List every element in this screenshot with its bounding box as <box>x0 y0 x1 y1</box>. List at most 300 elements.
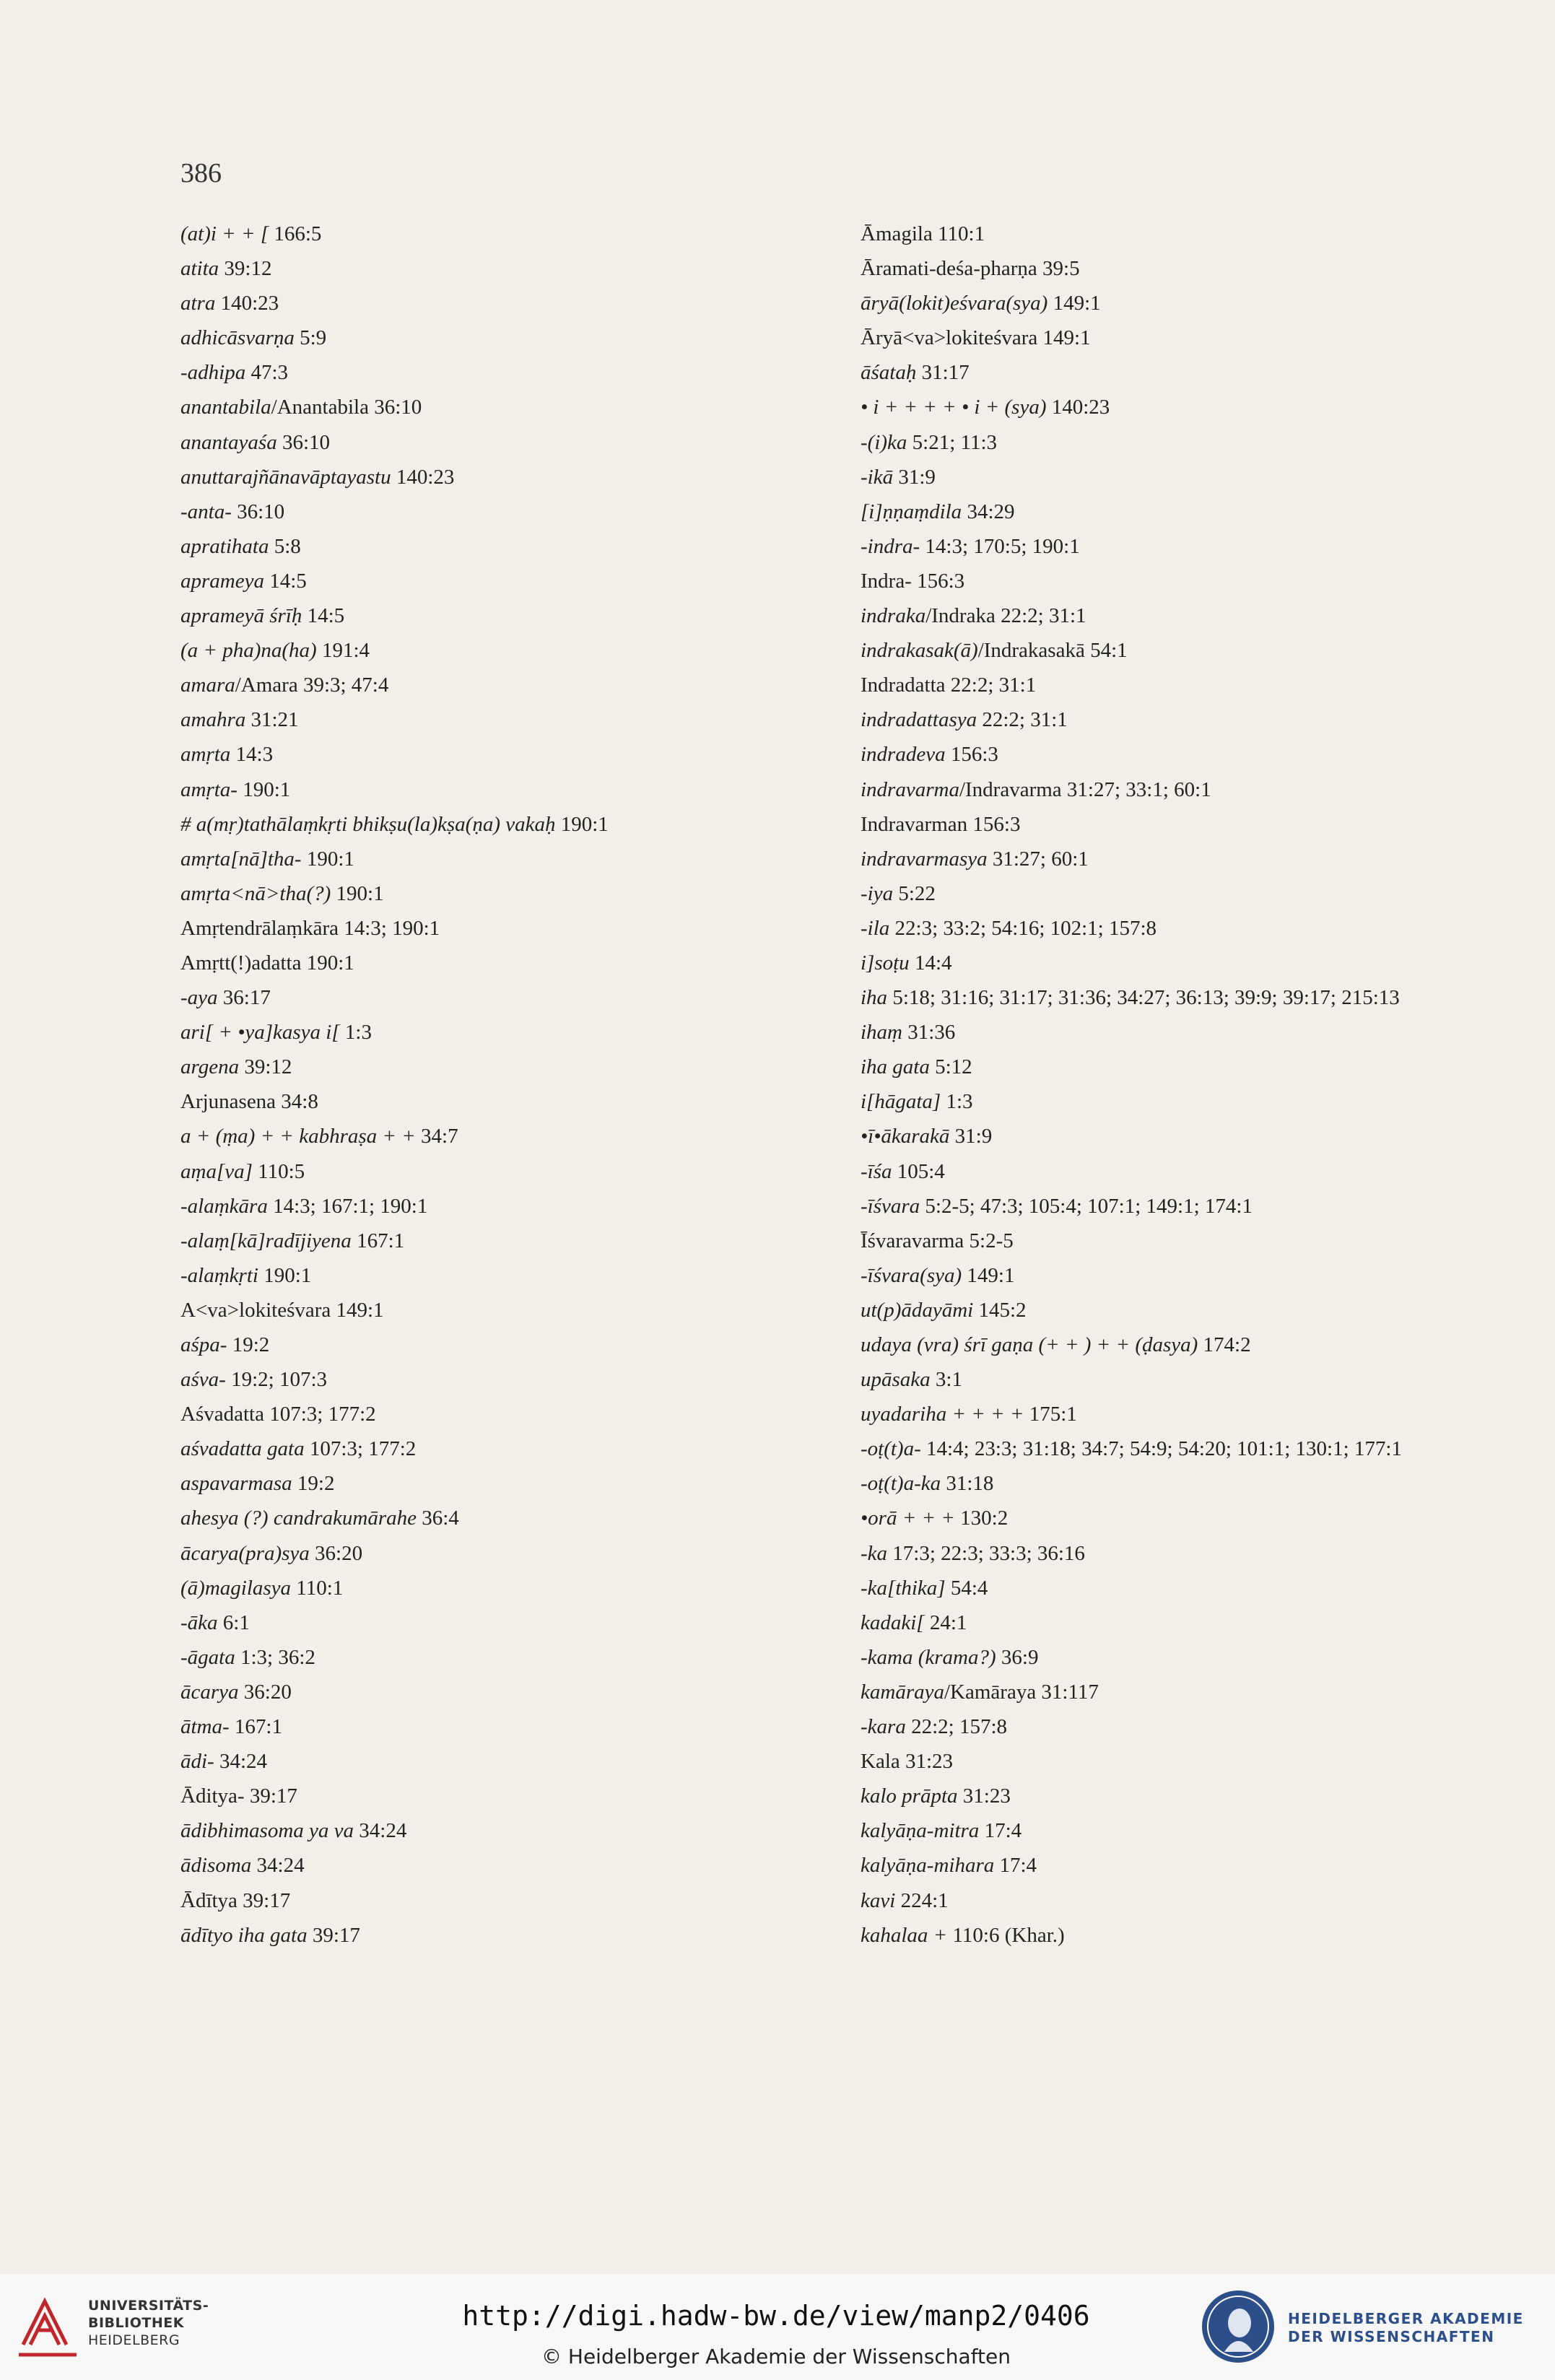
index-reference: 36:20 <box>309 1541 363 1565</box>
index-reference: 19:2 <box>292 1472 335 1496</box>
index-entry <box>861 633 1510 668</box>
index-term: anuttarajñānavāptayastu <box>180 465 391 489</box>
index-entry <box>861 980 1510 1015</box>
index-term: kalyāṇa-mitra <box>861 1819 980 1843</box>
index-entry <box>180 1709 830 1744</box>
index-entry <box>180 668 830 702</box>
index-entry <box>861 1848 1510 1883</box>
index-entry <box>861 1605 1510 1640</box>
index-entry <box>861 668 1510 702</box>
index-entry <box>180 1431 830 1466</box>
index-reference: 140:23 <box>391 465 455 489</box>
index-entry <box>861 1189 1510 1224</box>
index-term: amara <box>180 674 235 697</box>
index-term: udaya (vra) śrī gaṇa (+ + ) + + (ḍasya) <box>861 1333 1198 1356</box>
index-entry <box>861 390 1510 424</box>
index-entry <box>861 702 1510 737</box>
index-reference: 5:18; 31:16; 31:17; 31:36; 34:27; 36:13; 39:9; 39:17; 215:13 <box>887 986 1400 1010</box>
index-term: ātma- <box>180 1715 230 1739</box>
index-entry <box>861 564 1510 598</box>
index-reference: 22:2; 31:1 <box>977 708 1068 732</box>
index-term: -ka <box>861 1541 888 1565</box>
index-term: amṛta <box>180 743 231 767</box>
academy-name <box>1288 2310 1524 2346</box>
academy-seal-icon <box>1200 2288 1276 2365</box>
index-term: ādītyo iha gata <box>180 1923 308 1947</box>
index-term: -alaṃkāra <box>180 1194 268 1218</box>
index-entry <box>180 1779 830 1813</box>
index-term: aprameya <box>180 569 264 593</box>
index-term: kahalaa + <box>861 1923 948 1947</box>
index-entry <box>180 1328 830 1362</box>
index-term: aṃa[va] <box>180 1159 253 1183</box>
index-reference: 145:2 <box>973 1298 1027 1322</box>
index-reference: 167:1 <box>229 1715 282 1739</box>
index-entry <box>861 876 1510 911</box>
index-reference: 167:1 <box>351 1229 405 1252</box>
index-entry <box>861 911 1510 946</box>
index-entry <box>180 1397 830 1431</box>
index-entry <box>180 1015 830 1050</box>
index-term: aśvadatta gata <box>180 1437 305 1461</box>
index-term: āryā(lokit)eśvara(sya) <box>861 292 1048 315</box>
index-reference: 166:5 <box>269 222 322 245</box>
index-reference: /Anantabila 36:10 <box>271 396 422 419</box>
index-term: adhicāsvarṇa <box>180 326 295 350</box>
index-reference: 17:3; 22:3; 33:3; 36:16 <box>887 1541 1085 1565</box>
index-reference: 190:1 <box>331 881 384 905</box>
index-term: -ila <box>861 916 890 940</box>
index-reference: 191:4 <box>316 639 370 663</box>
index-reference: 22:2; 157:8 <box>905 1715 1007 1739</box>
index-entry <box>861 842 1510 876</box>
index-term: argena <box>180 1055 240 1079</box>
index-reference: 54:4 <box>945 1576 988 1600</box>
index-reference: Indradatta 22:2; 31:1 <box>861 674 1037 697</box>
index-column-right <box>861 217 1510 1953</box>
index-term: ut(p)ādayāmi <box>861 1298 974 1322</box>
index-reference: 5:12 <box>929 1055 972 1079</box>
index-term: indraka <box>861 604 926 628</box>
index-reference: 5:21; 11:3 <box>907 430 998 454</box>
index-reference: 14:4 <box>909 951 952 975</box>
index-term: -oṭ(t)a-ka <box>861 1472 941 1496</box>
index-reference: 24:1 <box>924 1610 967 1634</box>
index-term: a + (ṃa) + + kabhraṣa + + <box>180 1125 416 1148</box>
index-term: -adhipa <box>180 361 246 385</box>
index-term: -indra- <box>861 534 920 558</box>
index-reference: /Amara 39:3; 47:4 <box>235 674 389 697</box>
index-term: kalo prāpta <box>861 1784 958 1808</box>
index-reference: 5:22 <box>893 881 936 905</box>
index-term: • i + + + + • i + (sya) <box>861 396 1047 419</box>
index-reference: 47:3 <box>245 361 289 385</box>
index-entry <box>180 598 830 633</box>
index-entry <box>861 425 1510 460</box>
index-term: -īśvara(sya) <box>861 1263 962 1287</box>
index-reference: 34:24 <box>214 1750 268 1774</box>
index-reference: 6:1 <box>217 1610 250 1634</box>
index-entry <box>180 390 830 424</box>
index-reference: 140:23 <box>215 292 279 315</box>
index-reference: 5:2-5; 47:3; 105:4; 107:1; 149:1; 174:1 <box>920 1194 1253 1218</box>
index-reference: 110:1 <box>291 1576 344 1600</box>
index-term: ihaṃ <box>861 1021 902 1045</box>
index-term: aśpa- <box>180 1333 227 1356</box>
index-reference: 39:12 <box>239 1055 292 1079</box>
index-entry <box>180 1224 830 1258</box>
index-entry <box>180 633 830 668</box>
index-term: i[hāgata] <box>861 1090 941 1114</box>
index-entry <box>861 737 1510 772</box>
index-entry <box>861 946 1510 980</box>
index-entry <box>180 1675 830 1709</box>
index-entry <box>180 1466 830 1501</box>
index-term: -alaṃ[kā]radījiyena <box>180 1229 352 1252</box>
index-entry <box>861 321 1510 355</box>
index-reference: Amṛtendrālaṃkāra 14:3; 190:1 <box>180 916 440 940</box>
index-term: amṛta<nā>tha(?) <box>180 881 331 905</box>
index-term: -iya <box>861 881 894 905</box>
index-reference: Ādītya 39:17 <box>180 1888 291 1912</box>
index-reference: 110:5 <box>252 1159 305 1183</box>
index-reference: 14:3; 167:1; 190:1 <box>267 1194 428 1218</box>
index-entry <box>180 1050 830 1084</box>
index-term: (ā)magilasya <box>180 1576 292 1600</box>
index-reference: 36:10 <box>276 430 331 454</box>
index-term: -āgata <box>180 1645 235 1669</box>
index-term: ādibhimasoma ya va <box>180 1819 354 1843</box>
index-term: indradeva <box>861 743 946 767</box>
index-entry <box>861 1397 1510 1431</box>
index-reference: 31:21 <box>245 708 299 732</box>
index-reference: 149:1 <box>962 1263 1015 1287</box>
index-reference: Īśvaravarma 5:2-5 <box>861 1229 1014 1252</box>
index-term: indravarma <box>861 777 959 801</box>
index-term: ācarya <box>180 1680 239 1704</box>
index-entry <box>180 1293 830 1328</box>
index-column-left <box>180 217 830 1953</box>
index-reference: 1:3 <box>339 1021 372 1045</box>
index-entry <box>180 1640 830 1675</box>
index-term: -āka <box>180 1610 218 1634</box>
index-reference: 19:2; 107:3 <box>225 1368 327 1392</box>
index-reference: 14:3; 170:5; 190:1 <box>920 534 1080 558</box>
index-term: -kama (krama?) <box>861 1645 996 1669</box>
index-term: ari[ + •ya]kasya i[ <box>180 1021 340 1045</box>
index-reference: 39:17 <box>307 1923 360 1947</box>
index-term: -anta- <box>180 500 232 523</box>
index-term: uyadariha + + + + <box>861 1403 1024 1426</box>
index-entry <box>180 842 830 876</box>
index-reference: 36:9 <box>996 1645 1039 1669</box>
index-entry <box>861 1293 1510 1328</box>
index-reference: 107:3; 177:2 <box>304 1437 417 1461</box>
index-entry <box>861 1571 1510 1605</box>
index-reference: 36:10 <box>231 500 285 523</box>
index-reference: 14:5 <box>263 569 307 593</box>
index-reference: /Indravarma 31:27; 33:1; 60:1 <box>959 777 1211 801</box>
index-term: -alaṃkṛti <box>180 1263 258 1287</box>
index-reference: 1:3 <box>941 1090 973 1114</box>
index-reference: 175:1 <box>1024 1403 1077 1426</box>
index-entry <box>180 1189 830 1224</box>
source-url-link[interactable]: http://digi.hadw-bw.de/view/manp2/0406 <box>462 2300 1090 2332</box>
index-reference: 22:3; 33:2; 54:16; 102:1; 157:8 <box>889 916 1157 940</box>
index-reference: 174:2 <box>1198 1333 1251 1356</box>
index-term: kamāraya <box>861 1680 944 1704</box>
index-entry <box>180 494 830 529</box>
index-entry <box>861 251 1510 286</box>
index-term: -īśa <box>861 1159 892 1183</box>
index-term: atra <box>180 292 216 315</box>
index-entry <box>861 1640 1510 1675</box>
index-reference: 31:36 <box>902 1021 956 1045</box>
index-reference: 190:1 <box>237 777 291 801</box>
index-entry <box>180 876 830 911</box>
index-entry <box>180 1848 830 1883</box>
index-entry <box>180 355 830 390</box>
ub-line-3: HEIDELBERG <box>88 2332 180 2348</box>
index-reference: 36:20 <box>238 1680 292 1704</box>
index-reference: 14:5 <box>302 604 345 628</box>
index-reference: 1:3; 36:2 <box>235 1645 315 1669</box>
index-entry <box>861 1431 1510 1466</box>
academy-line-1: HEIDELBERGER AKADEMIE <box>1288 2310 1524 2327</box>
ub-line-2: BIBLIOTHEK <box>88 2315 184 2331</box>
index-entry <box>180 1813 830 1848</box>
index-reference: 34:24 <box>354 1819 407 1843</box>
index-entry <box>861 1154 1510 1189</box>
index-reference: 224:1 <box>895 1888 949 1912</box>
index-entry <box>180 911 830 946</box>
index-entry <box>861 598 1510 633</box>
index-term: [i]ṇṇaṃdila <box>861 500 962 523</box>
index-entry <box>861 1258 1510 1293</box>
index-term: anantabila <box>180 396 271 419</box>
index-entry <box>180 321 830 355</box>
index-reference: 17:4 <box>979 1819 1022 1843</box>
index-reference: 140:23 <box>1046 396 1110 419</box>
index-term: amṛta- <box>180 777 238 801</box>
index-term: aprameyā śrīḥ <box>180 604 302 628</box>
index-reference: 156:3 <box>945 743 998 767</box>
index-entry <box>861 1015 1510 1050</box>
index-reference: A<va>lokiteśvara 149:1 <box>180 1298 384 1322</box>
index-reference: 36:17 <box>217 986 271 1010</box>
index-reference: 14:3 <box>230 743 274 767</box>
index-reference: 34:24 <box>251 1854 305 1878</box>
index-reference: /Indraka 22:2; 31:1 <box>925 604 1086 628</box>
index-entry <box>861 807 1510 842</box>
index-reference: 190:1 <box>258 1263 312 1287</box>
index-entry <box>180 1918 830 1953</box>
index-entry <box>180 737 830 772</box>
index-reference: 110:6 (Khar.) <box>947 1923 1065 1947</box>
index-term: ahesya (?) candrakumārahe <box>180 1507 417 1530</box>
index-entry <box>180 1154 830 1189</box>
index-reference: 36:4 <box>416 1507 459 1530</box>
index-reference: 130:2 <box>954 1507 1009 1530</box>
index-term: ācarya(pra)sya <box>180 1541 310 1565</box>
index-term: (a + pha)na(ha) <box>180 639 317 663</box>
index-term: ādi- <box>180 1750 214 1774</box>
index-reference: Āditya- 39:17 <box>180 1784 297 1808</box>
index-term: kavi <box>861 1888 896 1912</box>
index-entry <box>180 217 830 251</box>
index-term: (at)i + + [ <box>180 222 269 245</box>
index-entry <box>861 1466 1510 1501</box>
index-entry <box>861 1224 1510 1258</box>
index-term: -(i)ka <box>861 430 907 454</box>
index-reference: 34:29 <box>962 500 1015 523</box>
index-term: āśataḥ <box>861 361 917 385</box>
index-entry <box>180 807 830 842</box>
index-entry <box>861 460 1510 494</box>
index-entry <box>861 1883 1510 1918</box>
index-entry <box>861 1119 1510 1154</box>
index-reference: 39:12 <box>219 257 272 281</box>
index-term: -ikā <box>861 465 894 489</box>
index-term: aśva- <box>180 1368 226 1392</box>
index-entry <box>861 1050 1510 1084</box>
index-reference: Aśvadatta 107:3; 177:2 <box>180 1403 376 1426</box>
index-reference: 31:17 <box>916 361 970 385</box>
ub-line-1: UNIVERSITÄTS- <box>88 2298 209 2314</box>
index-term: upāsaka <box>861 1368 931 1392</box>
index-term: apratihata <box>180 534 269 558</box>
index-entry <box>861 217 1510 251</box>
index-term: # a(mṛ)tathālaṃkṛti bhikṣu(la)kṣa(ṇa) vakaḥ <box>180 812 556 836</box>
index-reference: 31:9 <box>893 465 936 489</box>
index-entry <box>180 286 830 321</box>
index-reference: Āramati-deśa-pharṇa 39:5 <box>861 257 1080 281</box>
index-entry <box>180 1119 830 1154</box>
index-reference: 149:1 <box>1047 292 1101 315</box>
index-term: -oṭ(t)a- <box>861 1437 921 1461</box>
index-term: kadaki[ <box>861 1610 925 1634</box>
index-entry <box>861 1362 1510 1397</box>
index-entry <box>180 1883 830 1918</box>
copyright-text: © Heidelberger Akademie der Wissenschaften <box>541 2345 1011 2368</box>
index-reference: 34:7 <box>415 1125 458 1148</box>
index-term: i]soṭu <box>861 951 910 975</box>
index-entry <box>180 529 830 564</box>
index-term: atita <box>180 257 219 281</box>
index-reference: Arjunasena 34:8 <box>180 1090 318 1114</box>
index-entry <box>180 1084 830 1119</box>
index-reference: 19:2 <box>227 1333 270 1356</box>
index-entry <box>861 1744 1510 1779</box>
index-term: •ī•ākarakā <box>861 1125 950 1148</box>
index-entry <box>861 355 1510 390</box>
index-entry <box>180 1501 830 1535</box>
index-entry <box>861 494 1510 529</box>
index-entry <box>861 772 1510 807</box>
index-entry <box>861 1536 1510 1571</box>
index-entry <box>180 1258 830 1293</box>
index-reference: Indra- 156:3 <box>861 569 965 593</box>
index-entry <box>861 1709 1510 1744</box>
index-entry <box>861 1918 1510 1953</box>
index-entry <box>180 946 830 980</box>
index-reference: 190:1 <box>555 812 609 836</box>
index-reference: 3:1 <box>930 1368 962 1392</box>
index-entry <box>861 1501 1510 1535</box>
index-entry <box>180 251 830 286</box>
index-term: iha gata <box>861 1055 930 1079</box>
index-reference: Indravarman 156:3 <box>861 812 1021 836</box>
index-reference: 31:9 <box>949 1125 993 1148</box>
index-reference: /Kamāraya 31:117 <box>944 1680 1099 1704</box>
index-entry <box>180 702 830 737</box>
page-number: 386 <box>180 158 222 188</box>
index-entry <box>861 1675 1510 1709</box>
index-entry <box>180 1362 830 1397</box>
index-term: indradattasya <box>861 708 977 732</box>
index-reference: 31:27; 60:1 <box>987 847 1089 871</box>
index-reference: 31:23 <box>957 1784 1011 1808</box>
index-entry <box>180 1744 830 1779</box>
index-entry <box>180 1536 830 1571</box>
index-term: -aya <box>180 986 218 1010</box>
index-entry <box>180 1605 830 1640</box>
index-entry <box>861 529 1510 564</box>
index-reference: Āryā<va>lokiteśvara 149:1 <box>861 326 1091 350</box>
index-term: amṛta[nā]tha- <box>180 847 302 871</box>
index-entry <box>861 286 1510 321</box>
university-library-logo-icon <box>16 2294 79 2361</box>
index-term: -ka[thika] <box>861 1576 946 1600</box>
university-library-name <box>88 2297 209 2349</box>
index-term: aspavarmasa <box>180 1472 292 1496</box>
index-reference: Amṛtt(!)adatta 190:1 <box>180 951 354 975</box>
index-entry <box>180 425 830 460</box>
index-term: •orā + + + <box>861 1507 955 1530</box>
index-reference: 5:8 <box>269 534 301 558</box>
academy-line-2: DER WISSENSCHAFTEN <box>1288 2328 1495 2345</box>
index-entry <box>861 1813 1510 1848</box>
index-entry <box>180 772 830 807</box>
index-reference: 31:18 <box>941 1472 994 1496</box>
index-reference: 17:4 <box>994 1854 1037 1878</box>
index-entry <box>861 1084 1510 1119</box>
index-term: anantayaśa <box>180 430 277 454</box>
index-reference: /Indrakasakā 54:1 <box>977 639 1128 663</box>
index-reference: Kala 31:23 <box>861 1750 954 1774</box>
index-reference: 5:9 <box>294 326 327 350</box>
index-entry <box>861 1328 1510 1362</box>
index-term: amahra <box>180 708 246 732</box>
index-term: indrakasak(ā) <box>861 639 978 663</box>
index-entry <box>180 1571 830 1605</box>
index-reference: 105:4 <box>892 1159 945 1183</box>
index-reference: 190:1 <box>301 847 354 871</box>
index-entry <box>861 1779 1510 1813</box>
index-term: iha <box>861 986 888 1010</box>
index-term: kalyāṇa-mihara <box>861 1854 995 1878</box>
index-entry <box>180 564 830 598</box>
index-term: -īśvara <box>861 1194 920 1218</box>
index-entry <box>180 460 830 494</box>
index-reference: Āmagila 110:1 <box>861 222 985 245</box>
footer-bar <box>0 2274 1555 2380</box>
index-term: indravarmasya <box>861 847 988 871</box>
index-term: ādisoma <box>180 1854 252 1878</box>
index-reference: 14:4; 23:3; 31:18; 34:7; 54:9; 54:20; 101:1; 130:1; 177:1 <box>920 1437 1402 1461</box>
index-entry <box>180 980 830 1015</box>
index-term: -kara <box>861 1715 906 1739</box>
